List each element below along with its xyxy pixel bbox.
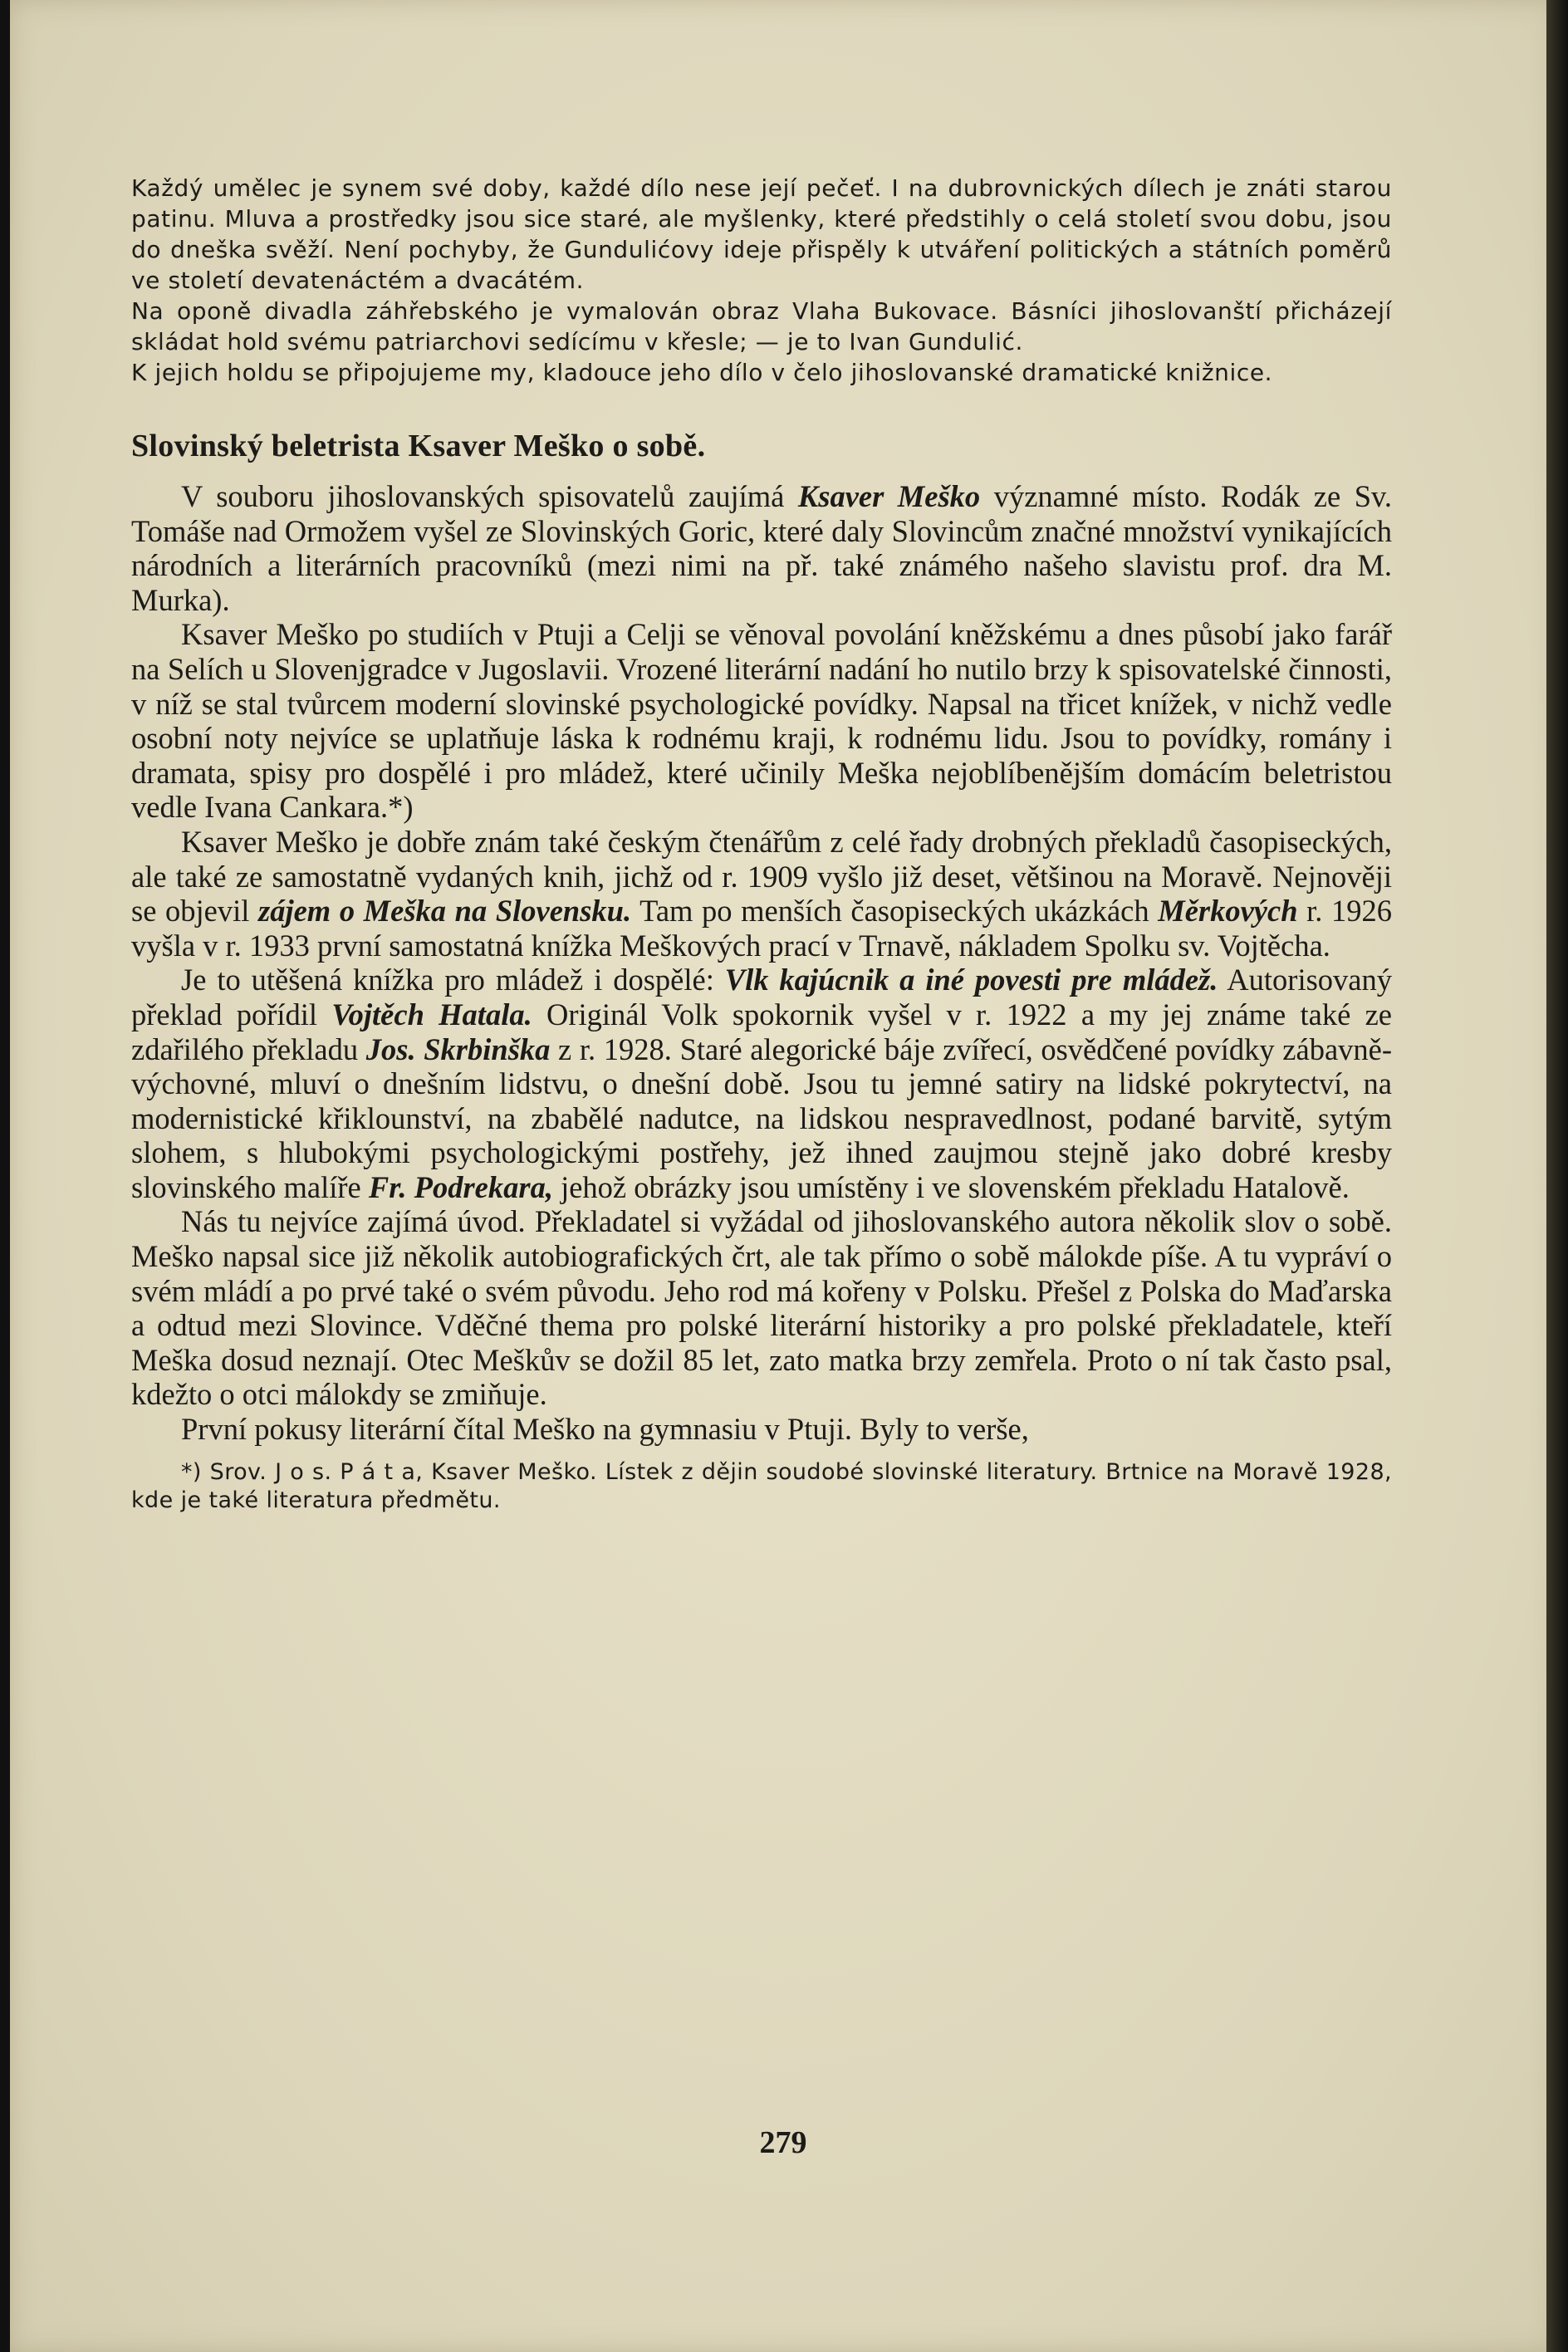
body-paragraph-5: Nás tu nejvíce zajímá úvod. Překladatel si vyžádal od jihoslovanského autora několik slov o sobě. Meško napsal sice již několik autobiografických črt, ale tak přímo o sobě málokde píše. A tu vypráví o svém mládí a po prvé také o svém původu. Jeho rod má kořeny v Polsku. Přešel z Polska do Maďarska a odtud mezi Slovince. Vděčné thema pro polské literární historiky a pro polské překladatele, kteří Meška dosud neznají. Otec Meškův se dožil 85 let, zato matka brzy zemřela. Proto o ní tak často psal, kdežto o otci málokdy se zmiňuje. <box>131 1204 1392 1412</box>
body-paragraph-3 <box>131 825 1392 963</box>
text-run: r. 1926 vyšla v r. 1933 první samostatná knížka Meškových prací v Trnavě, nákladem Spolku sv. Vojtěcha. <box>131 894 1392 963</box>
article-body <box>131 479 1392 1447</box>
text-run: Tam po menších časopiseckých ukázkách <box>631 894 1159 929</box>
scanned-page <box>10 0 1556 2352</box>
text-run: Autorisovaný překlad pořídil <box>131 963 1393 1031</box>
page-number: 279 <box>759 2125 807 2160</box>
intro-section <box>131 173 1392 388</box>
book-spine-shadow <box>1546 0 1568 2352</box>
italic-run: Fr. Podrekara, <box>368 1169 553 1204</box>
body-paragraph-1 <box>131 479 1392 617</box>
section-heading: Slovinský beletrista Ksaver Meško o sobě. <box>131 429 706 463</box>
text-run: V souboru jihoslovanských spisovatelů zaujímá <box>181 479 798 513</box>
intro-paragraph-3: K jejich holdu se připojujeme my, kladouce jeho dílo v čelo jihoslovanské dramatické knižnice. <box>131 359 1273 386</box>
italic-run: Jos. Skrbinška <box>365 1031 551 1066</box>
intro-paragraph-2: Na oponě divadla záhřebského je vymalován obraz Vlaha Bukovace. Básníci jihoslovanští přicházejí skládat hold svému patriarchovi sedícímu v křesle; — je to Ivan Gundulić. <box>131 297 1392 355</box>
intro-paragraph-1: Každý umělec je synem své doby, každé dílo nese její pečeť. I na dubrovnických dílech je znáti starou patinu. Mluva a prostředky jsou sice staré, ale myšlenky, které předstihly o celá století svou dobu, jsou do dneška svěží. Není pochyby, že Gundulićovy ideje přispěly k utváření politických a státních poměrů ve století devatenáctém a dvacátém. <box>131 174 1392 294</box>
text-run: Je to utěšená knížka pro mládež i dospělé: <box>181 963 725 997</box>
body-paragraph-6: První pokusy literární čítal Meško na gymnasiu v Ptuji. Byly to verše, <box>181 1412 1029 1447</box>
page-content <box>131 173 1392 1515</box>
body-paragraph-4 <box>131 963 1392 1204</box>
body-paragraph-2: Ksaver Meško po studiích v Ptuji a Celji se věnoval povolání kněžskému a dnes působí jako farář na Selích u Slovenjgradce v Jugoslavii. Vrozené literární nadání ho nutilo brzy k spisovatelské činnosti, v níž se stal tvůrcem moderní slovinské psychologické povídky. Napsal na třicet knížek, v nichž vedle osobní noty nejvíce se uplatňuje láska k rodnému kraji, k rodnému lidu. Jsou to povídky, romány i dramata, spisy pro dospělé i pro mládež, které učinily Meška nejoblíbenějším domácím beletristou vedle Ivana Cankara.*) <box>131 617 1392 825</box>
italic-run: Ksaver Meško <box>797 479 981 513</box>
page-left-edge <box>0 0 10 2352</box>
italic-run: zájem o Meška na Slovensku. <box>258 894 632 929</box>
text-run: Ksaver Meško je dobře znám také českým čtenářům z celé řady drobných překladů časopiseckých, ale také ze samostatně vydaných knih, jichž od r. 1909 vyšlo již deset, většinou na Moravě. Nejnověji se objevil <box>131 824 1392 929</box>
italic-run: Měrkových <box>1158 894 1298 929</box>
text-run: významné místo. Rodák ze Sv. Tomáše nad Ormožem vyšel ze Slovinských Goric, které daly Slovincům značné množství vynikajících národních a literárních pracovníků (mezi nimi na př. také známého našeho slavistu prof. dra M. Murka). <box>131 479 1392 617</box>
text-run: z r. 1928. Staré alegorické báje zvířecí, osvědčené povídky zábavně-výchovné, mluví o dnešním lidstvu, o dnešní době. Jsou tu jemné satiry na lidské pokrytectví, na modernistické křiklounství, na zbabělé nadutce, na lidskou nespravedlnost, podané barvitě, sytým slohem, s hlubokými psychologickými postřehy, jež ihned zaujmou stejně jako dobré kresby slovinského malíře <box>131 1031 1392 1204</box>
text-run: jehož obrázky jsou umístěny i ve slovenském překladu Hatalově. <box>552 1169 1350 1204</box>
italic-run: Vlk kajúcnik a iné povesti pre mládež. <box>724 963 1218 997</box>
footnote: *) Srov. J o s. P á t a, Ksaver Meško. Lístek z dějin soudobé slovinské literatury. Brtnice na Moravě 1928, kde je také literatura předmětu. <box>131 1458 1392 1513</box>
italic-run: Vojtěch Hatala. <box>331 997 532 1031</box>
text-run: Originál Volk spokornik vyšel v r. 1922 a my jej známe také ze zdařilého překladu <box>131 997 1392 1066</box>
